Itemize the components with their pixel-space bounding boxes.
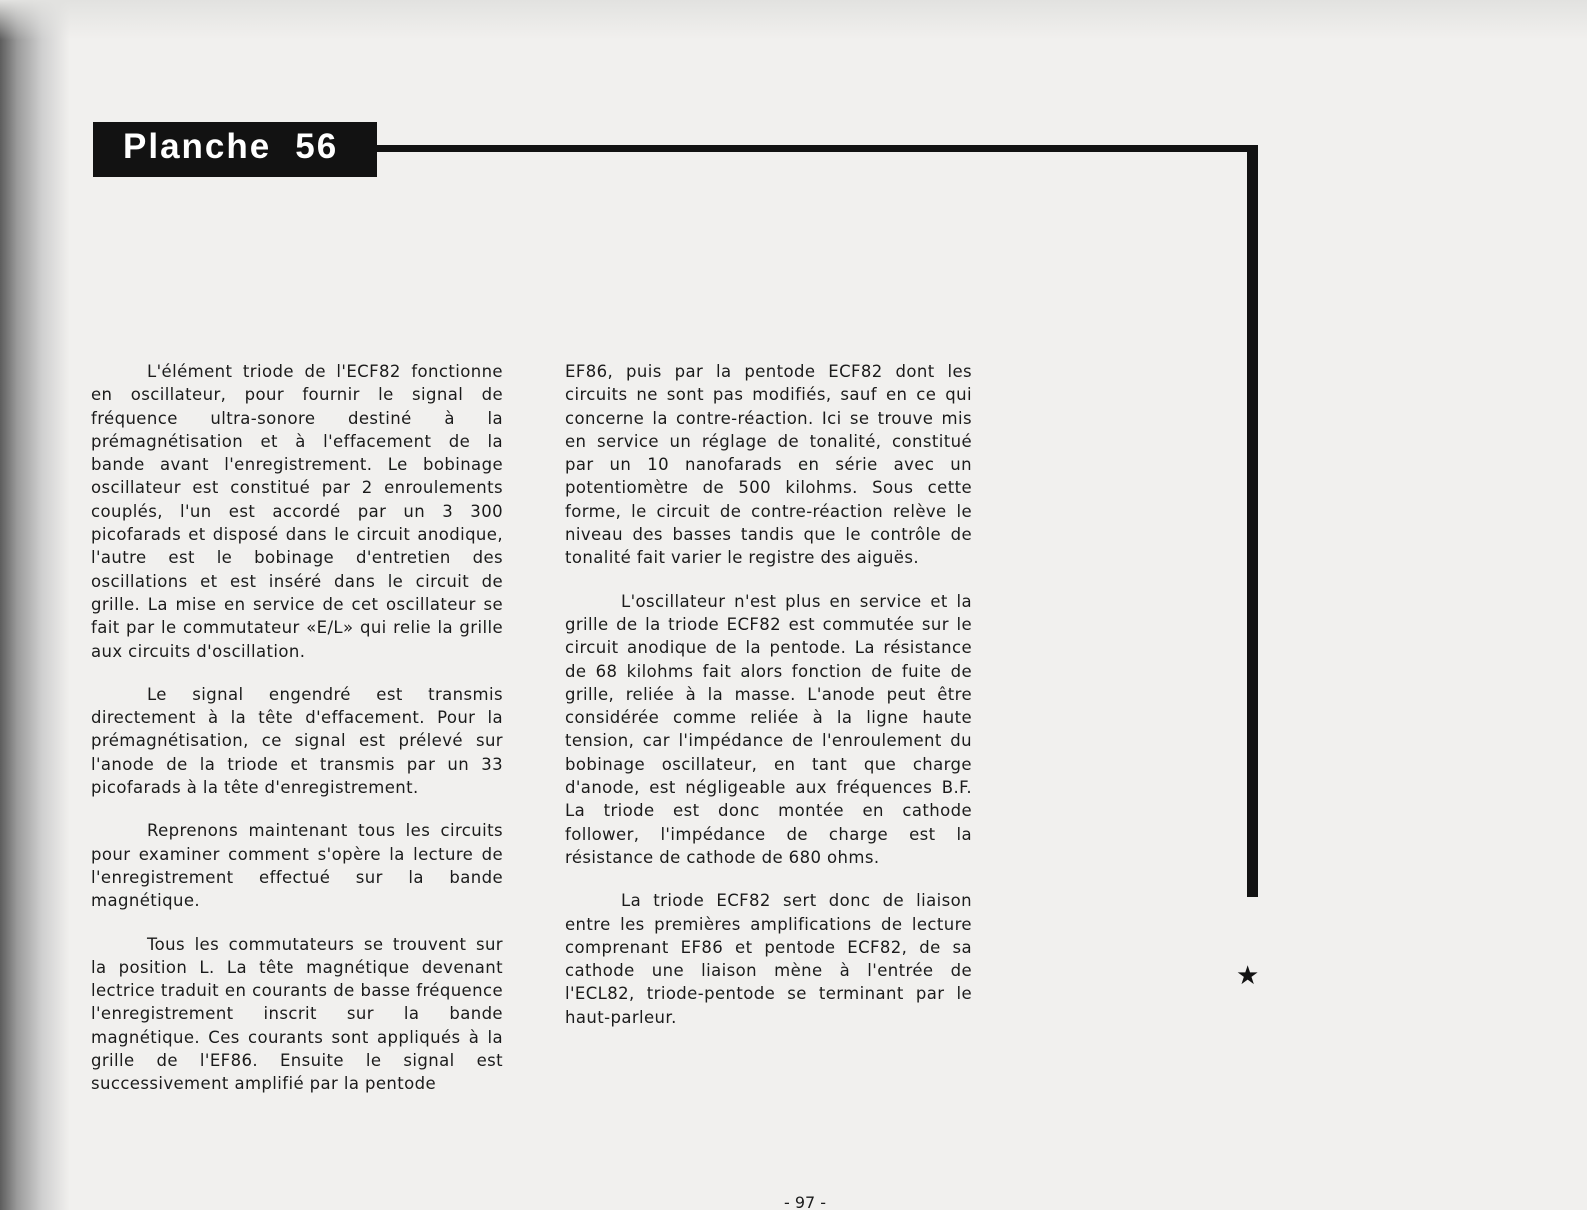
paragraph: L'élément triode de l'ECF82 fonctionne en oscillateur, pour fournir le signal de fréquence ultra-sonore destiné à la prémagnétisation et à l'effacement de la bande avant l'enregistrement. Le bobinage oscillateur est constitué par 2 enroulements couplés, l'un est accordé par un 3 300 picofarads et disposé dans le circuit anodique, l'autre est le bobinage d'entretien des oscillations et est inséré dans le circuit de grille. La mise en service de cet oscillateur se fait par le commutateur «E/L» qui relie la grille aux circuits d'oscillation. xyxy=(91,362,503,661)
star-icon: ★ xyxy=(1236,961,1260,991)
horizontal-rule xyxy=(377,145,1258,152)
paragraph: EF86, puis par la pentode ECF82 dont les circuits ne sont pas modifiés, sauf en ce qui concerne la contre-réaction. Ici se trouve mis en service un réglage de tonalité, constitué par un 10 nanofarads en série avec un potentiomètre de 500 kilohms. Sous cette forme, le circuit de contre-réaction relève le niveau des basses tandis que le contrôle de tonalité fait varier le registre des aiguës. xyxy=(565,362,972,568)
paragraph: L'oscillateur n'est plus en service et la grille de la triode ECF82 est commutée sur le circuit anodique de la pentode. La résistance de 68 kilohms fait alors fonction de fuite de grille, reliée à la masse. L'anode peut être considérée comme reliée à la ligne haute tension, car l'impédance de l'enroulement du bobinage oscillateur, en tant que charge d'anode, est négligeable aux fréquences B.F. La triode est donc montée en cathode follower, l'impédance de charge est la résistance de cathode de 680 ohms. xyxy=(565,591,972,867)
vertical-rule xyxy=(1247,145,1258,897)
title-number: 56 xyxy=(295,127,339,166)
page-number: - 97 - xyxy=(783,1193,827,1210)
paragraph: Le signal engendré est transmis directement à la tête d'effacement. Pour la prémagnétisation, ce signal est prélevé sur l'anode de la triode et transmis par un 33 picofarads à la tête d'enregistrement. xyxy=(91,684,503,798)
paragraph: La triode ECF82 sert donc de liaison entre les premières amplifications de lecture comprenant EF86 et pentode ECF82, de sa cathode une liaison mène à l'entrée de l'ECL82, triode-pentode se terminant par le haut-parleur. xyxy=(565,891,972,1027)
page-title xyxy=(123,127,338,167)
title-word: Planche xyxy=(123,127,272,166)
binding-shadow xyxy=(0,0,70,1210)
right-column xyxy=(565,360,972,1049)
paragraph: Tous les commutateurs se trouvent sur la position L. La tête magnétique devenant lectrice traduit en courants de basse fréquence l'enregistrement inscrit sur la bande magnétique. Ces courants sont appliqués à la grille de l'EF86. Ensuite le signal est successivement amplifié par la pentode xyxy=(91,934,503,1094)
top-shade xyxy=(0,0,1587,40)
paragraph: Reprenons maintenant tous les circuits pour examiner comment s'opère la lecture de l'enregistrement effectué sur la bande magnétique. xyxy=(91,821,503,911)
left-column xyxy=(91,360,503,1116)
